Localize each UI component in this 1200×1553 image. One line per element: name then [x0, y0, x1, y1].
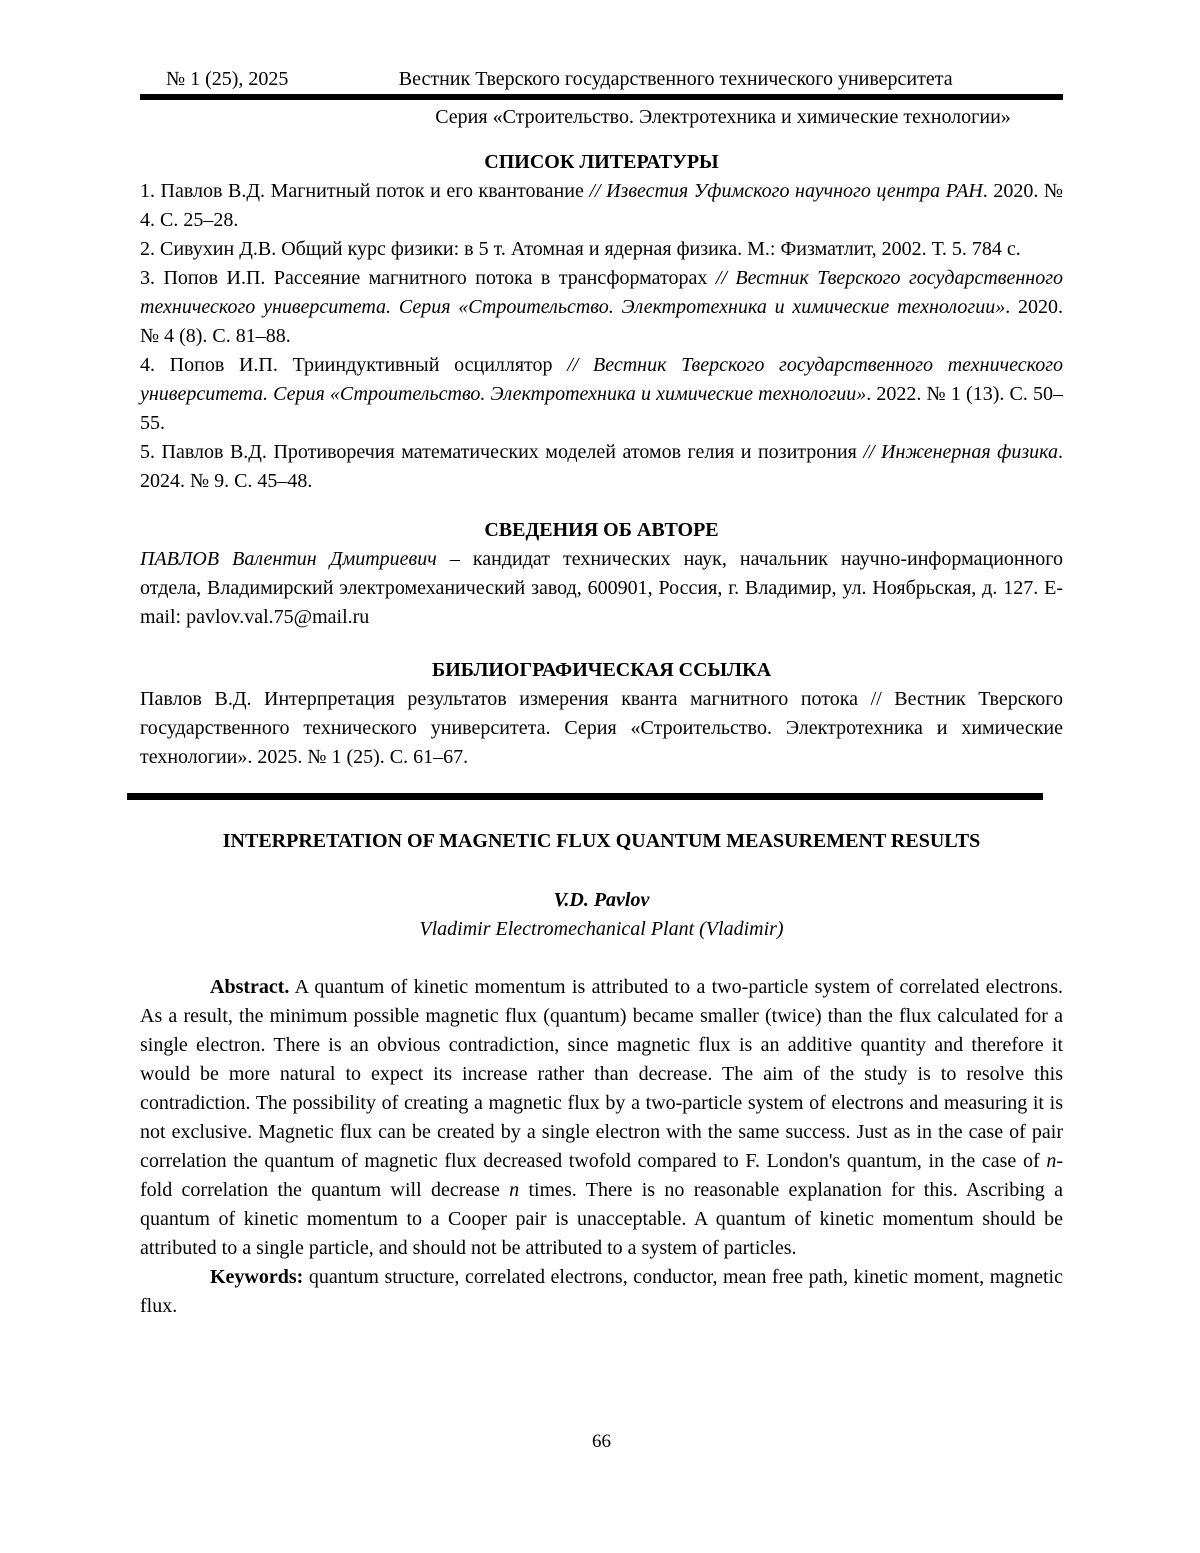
series-title: Серия «Строительство. Электротехника и химические технологии» — [435, 106, 1011, 128]
author-details: – кандидат технических наук, начальник научно-информационного отдела, Владимирский электромеханический завод, 600901, Россия, г. Владимир, ул. Ноябрьская, д. 127. E-mail: — [140, 548, 1064, 628]
reference-pages: . 2022. № 1 (13). С. 50–55. — [140, 383, 1063, 434]
citation-text: Павлов В.Д. Интерпретация результатов измерения кванта магнитного потока // Вестник Тверского государственного технического университета. Серия «Строительство. Электротехника и химические технологии». 2025. № 1 (25). С. 61–67. — [140, 688, 1063, 768]
reference-text: 2. Сивухин Д.В. Общий курс физики: в 5 т. Атомная и ядерная физика. М.: Физматлит, 2002. Т. 5. 784 с. — [140, 238, 1021, 260]
page-header — [140, 68, 1063, 130]
issue-label: № 1 (25), 2025 — [166, 68, 289, 90]
keywords-text: quantum structure, correlated electrons, conductor, mean free path, kinetic moment, magnetic flux. — [140, 1266, 1063, 1317]
keywords-paragraph — [140, 1263, 1063, 1321]
reference-pages: . 2024. № 9. С. 45–48. — [140, 441, 1063, 492]
reference-item — [140, 177, 1063, 235]
reference-source: // Вестник Тверского государственного технического университета. Серия «Строительство. Электротехника и химические технологии» — [140, 354, 1063, 405]
reference-text: 5. Павлов В.Д. Противоречия математических моделей атомов гелия и позитрония — [140, 441, 864, 463]
citation-heading: БИБЛИОГРАФИЧЕСКАЯ ССЫЛКА — [431, 659, 772, 681]
author-name: ПАВЛОВ Валентин Дмитриевич — [140, 548, 437, 570]
paper-affiliation-en: Vladimir Electromechanical Plant (Vladimir) — [419, 918, 784, 940]
reference-source: // Известия Уфимского научного центра РАН — [589, 180, 983, 202]
reference-source: // Инженерная физика — [863, 441, 1058, 463]
reference-pages: . 2020. № 4 (8). С. 81–88. — [140, 296, 1063, 347]
author-info — [140, 545, 1063, 632]
reference-item — [140, 264, 1063, 351]
reference-item — [140, 351, 1063, 438]
author-heading: СВЕДЕНИЯ ОБ АВТОРЕ — [484, 519, 719, 541]
references-heading: СПИСОК ЛИТЕРАТУРЫ — [484, 151, 719, 173]
journal-title: Вестник Тверского государственного технического университета — [398, 68, 953, 90]
abstract-paragraph — [140, 973, 1063, 1263]
reference-text: 1. Павлов В.Д. Магнитный поток и его квантование — [140, 180, 590, 202]
reference-text: 3. Попов И.П. Рассеяние магнитного потока в трансформаторах — [140, 267, 716, 289]
section-divider-rule — [127, 793, 1043, 800]
keywords-label: Keywords: — [210, 1266, 304, 1288]
page-number: 66 — [592, 1431, 611, 1452]
reference-item — [140, 235, 1063, 264]
reference-text: 4. Попов И.П. Трииндуктивный осциллятор — [140, 354, 568, 376]
abstract-text: A quantum of kinetic momentum is attributed to a two-particle system of correlated electrons. As a result, the minimum possible magnetic flux (quantum) became smaller (twice) than the flux calculated for a single electron. There is an obvious contradiction, since magnetic flux is an additive quantity and therefore it would be more natural to expect its increase rather than decrease. The aim of the study is to resolve this contradiction. The possibility of creating a magnetic flux by a two-particle system of electrons and measuring it is not exclusive. Magnetic flux can be created by a single electron with the same success. Just as in the case of pair correlation the quantum of magnetic flux decreased twofold compared to F. London's quantum, in the case of — [140, 976, 1063, 1172]
abstract-text: times. There is no reasonable explanation for this. Ascribing a quantum of kinetic momentum to a Cooper pair is unacceptable. A quantum of kinetic momentum should be attributed to a single particle, and should not be attributed to a system of particles. — [140, 1179, 1064, 1259]
abstract-label: Abstract. — [210, 976, 290, 998]
variable-n: n — [1046, 1150, 1057, 1172]
abstract-text: -fold correlation the quantum will decrease — [140, 1150, 1063, 1201]
reference-source: // Вестник Тверского государственного технического университета. Серия «Строительство. Электротехника и химические технологии» — [140, 267, 1064, 318]
author-email: pavlov.val.75@mail.ru — [186, 606, 370, 628]
reference-pages: . 2020. № 4. С. 25–28. — [140, 180, 1063, 231]
paper-author-en: V.D. Pavlov — [553, 889, 650, 911]
header-row — [140, 68, 1063, 100]
reference-item — [140, 438, 1063, 496]
variable-n: n — [509, 1179, 520, 1201]
paper-title-en: INTERPRETATION OF MAGNETIC FLUX QUANTUM MEASUREMENT RESULTS — [222, 830, 981, 852]
